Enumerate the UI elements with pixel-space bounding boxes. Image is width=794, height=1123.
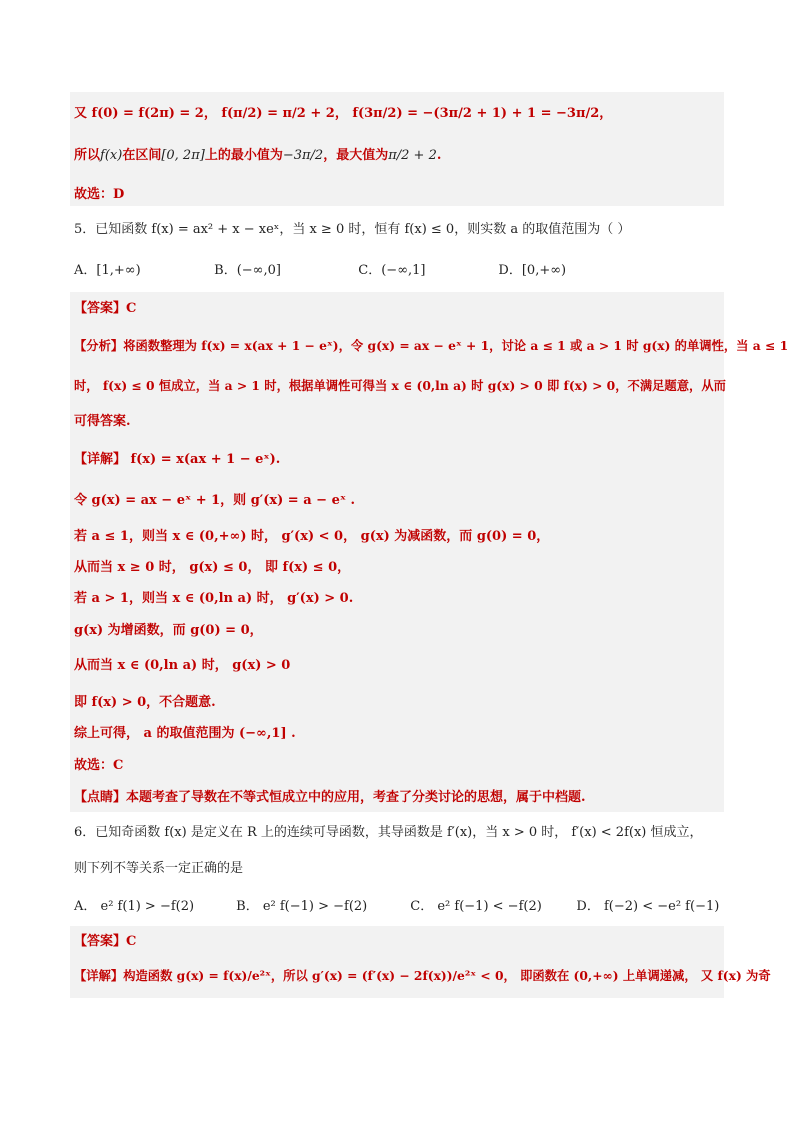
q5-analysis-line-3: 可得答案. (74, 414, 131, 429)
q5-detail-line-4: 从而当 x ≥ 0 时， g(x) ≤ 0， 即 f(x) ≤ 0， (74, 560, 351, 575)
q5-detail-line-6: g(x) 为增函数，而 g(0) = 0， (74, 623, 263, 638)
q5-analysis-line-1: 【分析】将函数整理为 f(x) = x(ax + 1 − eˣ)，令 g(x) = ax − eˣ + 1，讨论 a ≤ 1 或 a > 1 时 g(x) 的单调性，当 a ≤ 1 (74, 338, 789, 353)
q5-option-a: A．[1,+∞) (74, 263, 141, 278)
q5-detail-line-3: 若 a ≤ 1，则当 x ∈ (0,+∞) 时， g′(x) < 0， g(x) 为减函数，而 g(0) = 0， (74, 529, 550, 544)
q6-answer: 【答案】C (74, 934, 137, 949)
q5-analysis-line-2: 时， f(x) ≤ 0 恒成立，当 a > 1 时，根据单调性可得当 x ∈ (0,ln a) 时 g(x) > 0 即 f(x) > 0，不满足题意，从而 (74, 378, 726, 393)
q6-detail-line-1: 【详解】构造函数 g(x) = f(x)/e²ˣ，所以 g′(x) = (f′(x) − 2f(x))/e²ˣ < 0， 即函数在 (0,+∞) 上单调递减， 又 f(x) 为奇 (74, 968, 771, 983)
q5-option-c: C．(−∞,1] (358, 263, 426, 278)
q6-option-d: D． f(−2) < −e² f(−1) (576, 899, 720, 914)
prev-conclusion-line: 所以f(x)在区间[0, 2π]上的最小值为−3π/2，最大值为π/2 + 2. (74, 148, 442, 163)
q6-option-b: B． e² f(−1) > −f(2) (236, 899, 368, 914)
q5-detail-line-5: 若 a > 1，则当 x ∈ (0,ln a) 时， g′(x) > 0. (74, 591, 354, 606)
q5-detail-line-1: 【详解】 f(x) = x(ax + 1 − eˣ). (74, 452, 281, 467)
q5-option-b: B．(−∞,0] (214, 263, 281, 278)
q5-choice: 故选：C (74, 758, 124, 773)
q6-stem-line-1: 6．已知奇函数 f(x) 是定义在 R 上的连续可导函数，其导函数是 f′(x)，当 x > 0 时， f′(x) < 2f(x) 恒成立， (74, 825, 703, 840)
q5-comment: 【点睛】本题考查了导数在不等式恒成立中的应用，考查了分类讨论的思想，属于中档题. (74, 790, 586, 805)
q5-stem: 5．已知函数 f(x) = ax² + x − xeˣ，当 x ≥ 0 时，恒有 f(x) ≤ 0，则实数 a 的取值范围为（ ） (74, 222, 631, 237)
q6-option-a: A． e² f(1) > −f(2) (74, 899, 195, 914)
prev-choice: 故选：D (74, 187, 125, 202)
q5-options (74, 261, 724, 281)
q5-detail-line-2: 令 g(x) = ax − eˣ + 1，则 g′(x) = a − eˣ . (74, 493, 356, 508)
q6-option-c: C． e² f(−1) < −f(2) (410, 899, 542, 914)
q5-detail-line-9: 综上可得， a 的取值范围为 (−∞,1] . (74, 726, 296, 741)
q5-detail-line-7: 从而当 x ∈ (0,ln a) 时， g(x) > 0 (74, 658, 291, 673)
q5-detail-line-8: 即 f(x) > 0，不合题意. (74, 695, 216, 710)
q5-option-d: D．[0,+∞) (498, 263, 567, 278)
prev-values-line: 又 f(0) = f(2π) = 2， f(π/2) = π/2 + 2， f(3π/2) = −(3π/2 + 1) + 1 = −3π/2， (74, 106, 613, 121)
q5-answer: 【答案】C (74, 301, 137, 316)
q6-options (74, 897, 724, 917)
q6-stem-line-2: 则下列不等关系一定正确的是 (74, 861, 244, 876)
